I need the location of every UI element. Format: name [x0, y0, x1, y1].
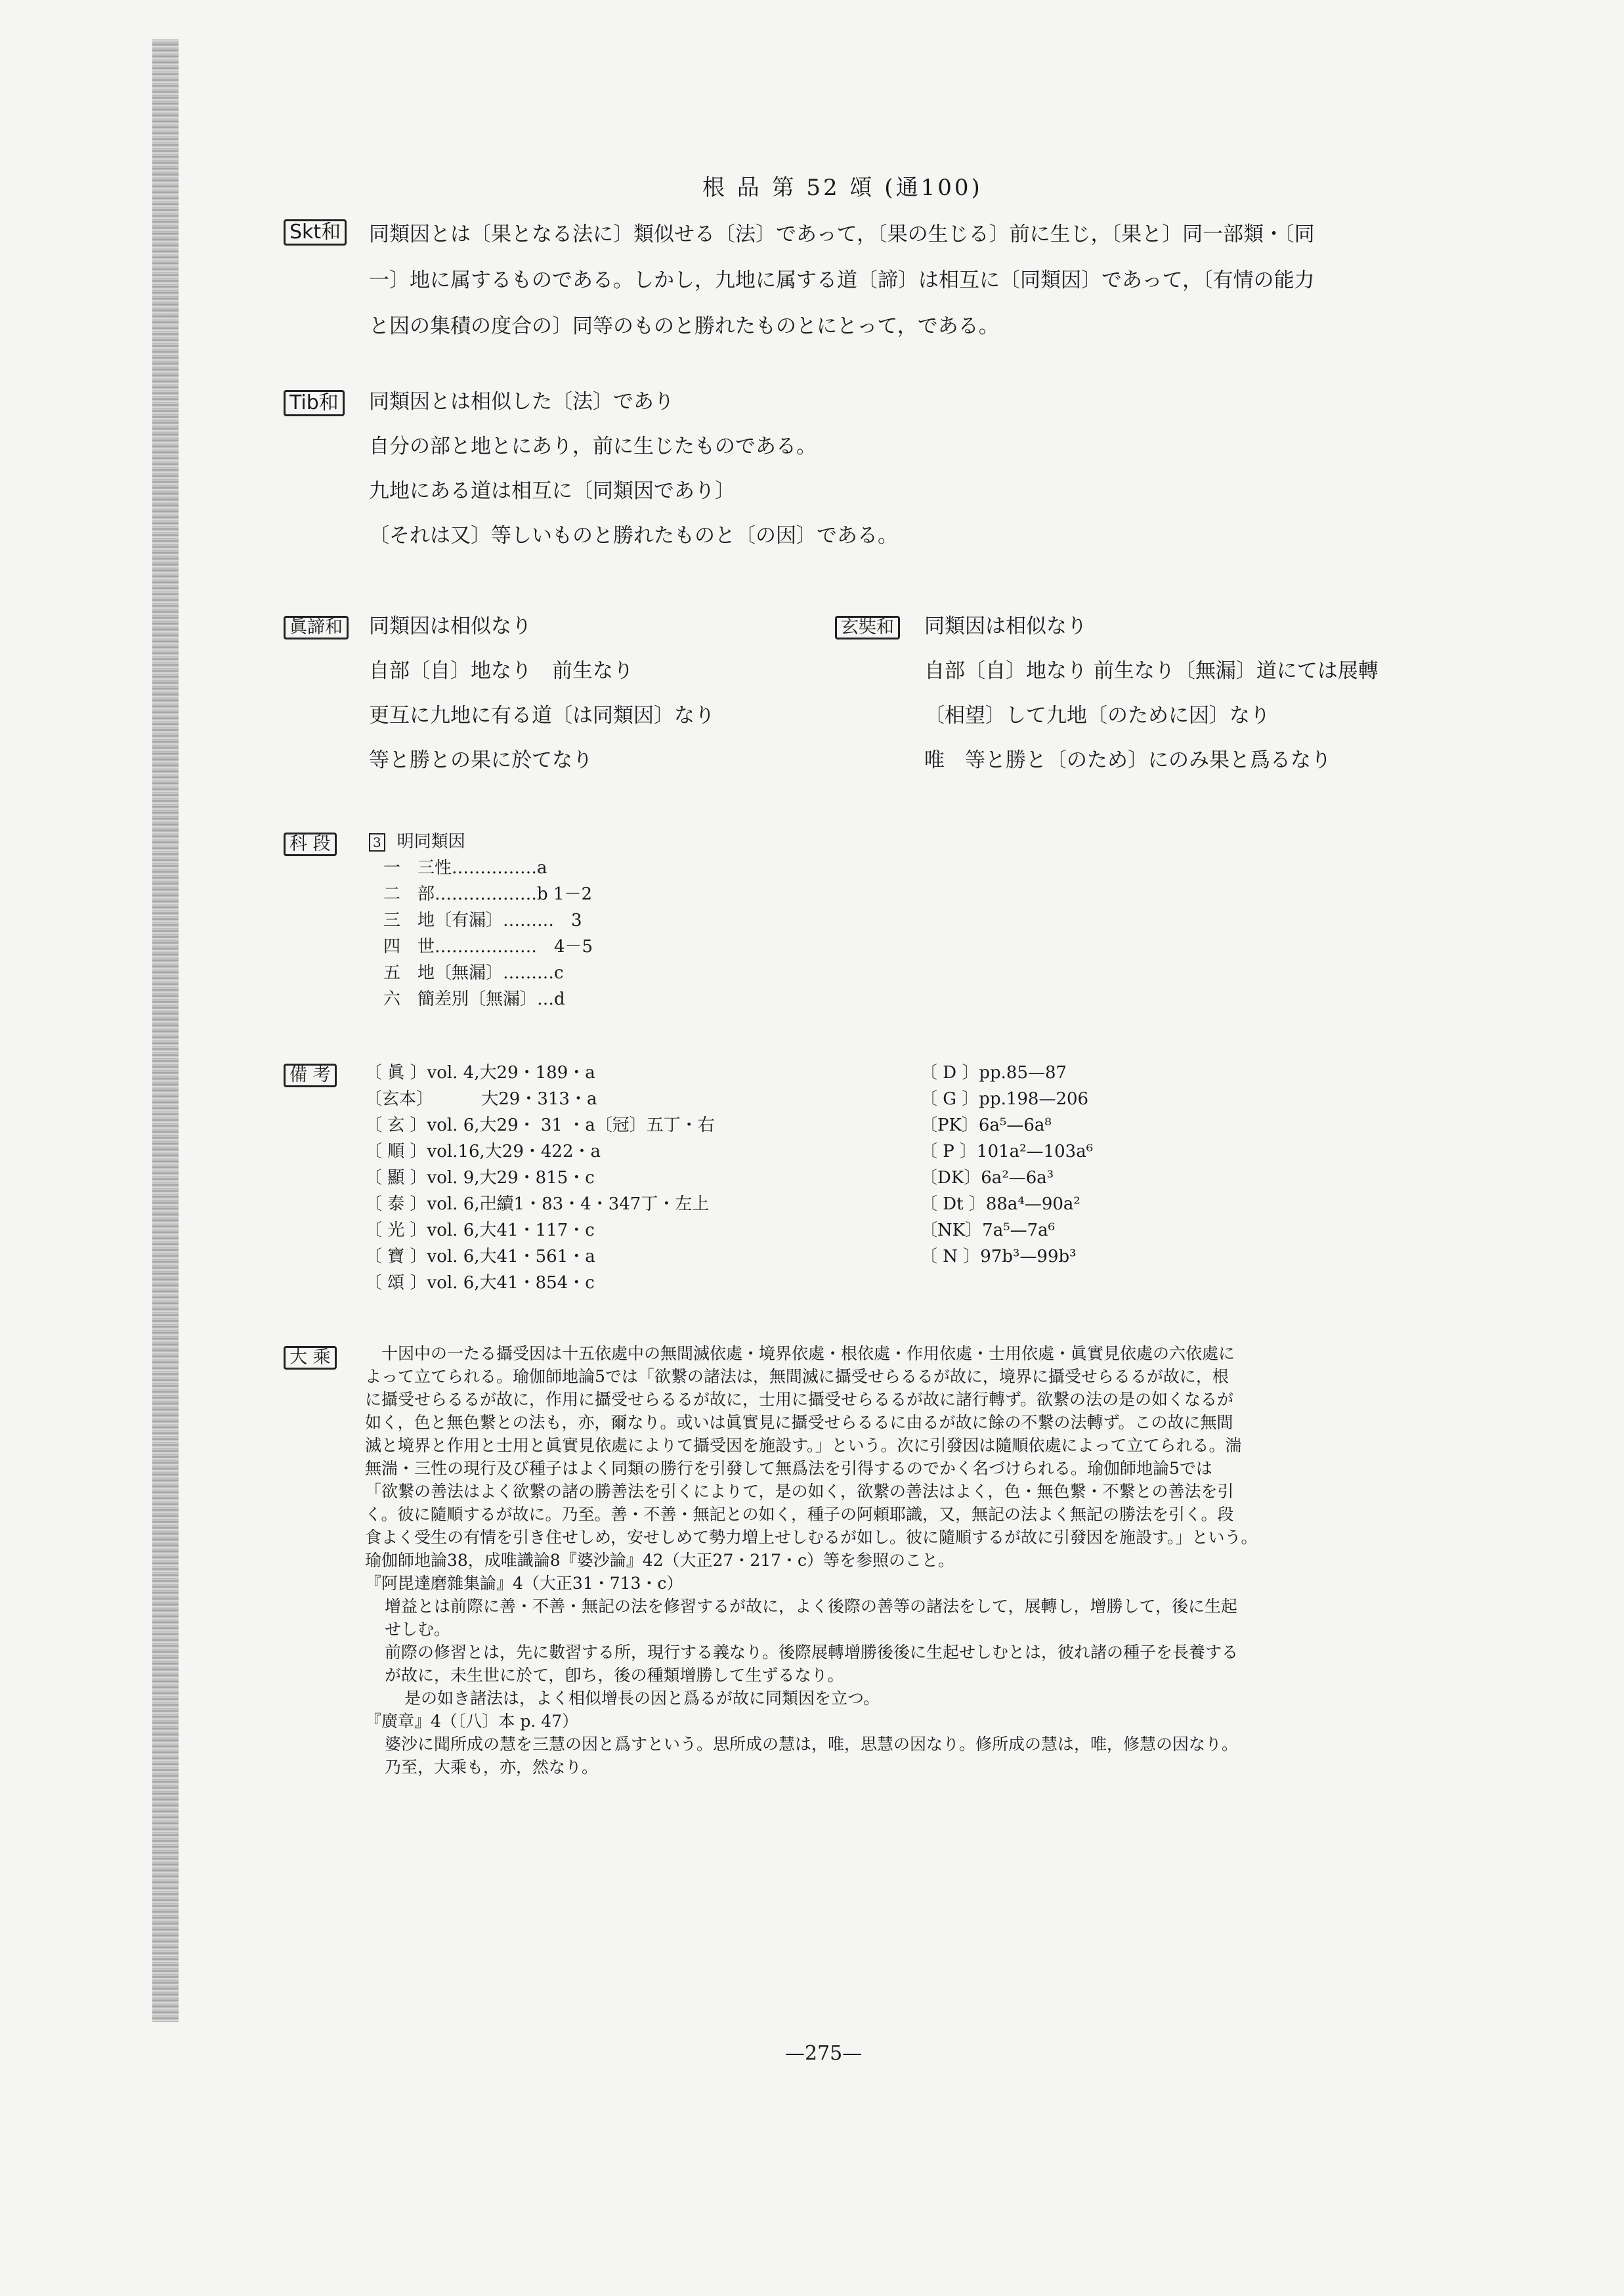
skt-tag: Skt和 — [284, 219, 347, 246]
tib-text — [369, 379, 898, 558]
taijo-sub-line: が故に，未生世に於て，卽ち，後の種類增勝して生ずるなり。 — [385, 1666, 844, 1685]
biko-ref: 〔 顯 〕vol. 9,大29・815・c — [365, 1168, 595, 1188]
biko-right-refs — [920, 1060, 1093, 1270]
taijo-sub-line: せしむ。 — [385, 1620, 451, 1639]
kadan-item: 一 三性……………a — [383, 858, 547, 878]
shindai-line: 等と勝との果に於てなり — [369, 748, 593, 772]
taijo-line: 十因中の一たる攝受因は十五依處中の無間滅依處・境界依處・根依處・作用依處・士用依處・眞實見依處の六依處に — [365, 1344, 1235, 1363]
genjo-text — [924, 604, 1378, 783]
genjo-tag: 玄奘和 — [835, 616, 900, 639]
shindai-line: 更互に九地に有る道〔は同類因〕なり — [369, 704, 715, 727]
taijo-line: 「欲繋の善法はよく欲繋の諸の勝善法を引くによりて，是の如く，欲繋の善法はよく，色・無色繋・不繋との善法を引 — [365, 1482, 1234, 1501]
taijo-line: く。彼に隨順するが故に。乃至。善・不善・無記との如く，種子の阿頼耶識，又，無記の法よく無記の勝法を引く。段 — [365, 1505, 1234, 1524]
kadan-item: 六 簡差別〔無漏〕…d — [383, 989, 565, 1009]
biko-ref: 〔 玄 〕vol. 6,大29・ 31 ・a〔冠〕五丁・右 — [365, 1116, 715, 1135]
page-header: 根 品 第 52 頌 (通100) — [702, 175, 983, 201]
genjo-line: 同類因は相似なり — [924, 615, 1087, 638]
tib-line: 同類因とは相似した〔法〕であり — [369, 390, 674, 414]
skt-line: 同類因とは〔果となる法に〕類似せる〔法〕であって，〔果の生じる〕前に生じ，〔果と〕同一部類・〔同 — [369, 223, 1315, 246]
taijo-line: 如く，色と無色繋との法も，亦，爾なり。或いは眞實見に攝受せらるるに由るが故に餘の不繋の法轉ず。この故に無間 — [365, 1413, 1233, 1432]
shindai-line: 自部〔自〕地なり 前生なり — [369, 659, 633, 683]
skt-line: と因の集積の度合の〕同等のものと勝れたものとにとって，である。 — [369, 314, 999, 338]
biko-ref: 〔 N 〕97b³—99b³ — [920, 1247, 1077, 1267]
biko-ref: 〔 順 〕vol.16,大29・422・a — [365, 1142, 601, 1161]
biko-left-refs — [365, 1060, 715, 1296]
shindai-tag: 眞諦和 — [284, 616, 349, 639]
taijo-sub-line: 前際の修習とは，先に數習する所，現行する義なり。後際展轉增勝後後に生起せしむとは，彼れ諸の種子を長養する — [385, 1643, 1239, 1662]
biko-tag: 備 考 — [284, 1064, 337, 1087]
taijo-line: 滅と境界と作用と士用と眞實見依處によりて攝受因を施設す。」という。次に引發因は隨順依處によって立てられる。湍 — [365, 1436, 1242, 1455]
biko-ref: 〔DK〕6a²—6a³ — [920, 1168, 1054, 1188]
genjo-line: 自部〔自〕地なり 前生なり〔無漏〕道にては展轉 — [924, 659, 1378, 683]
biko-ref: 〔 頌 〕vol. 6,大41・854・c — [365, 1273, 595, 1293]
tib-line: 〔それは又〕等しいものと勝れたものと〔の因〕である。 — [369, 524, 898, 548]
taijo-sub-line: 婆沙に聞所成の慧を三慧の因と爲すという。思所成の慧は，唯，思慧の因なり。修所成の慧は，唯，修慧の因なり。 — [385, 1735, 1239, 1754]
shindai-line: 同類因は相似なり — [369, 615, 532, 638]
taijo-sub-line: 『廣章』4（〔八〕本 p. 47） — [365, 1712, 579, 1731]
biko-ref: 〔 D 〕pp.85—87 — [920, 1063, 1067, 1083]
taijo-line: 瑜伽師地論38，成唯識論8『婆沙論』42（大正27・217・c）等を参照のこと。 — [365, 1551, 955, 1570]
biko-ref: 〔 眞 〕vol. 4,大29・189・a — [365, 1063, 595, 1083]
skt-line: 一〕地に属するものである。しかし，九地に属する道〔諦〕は相互に〔同類因〕であって，〔有情の能力 — [369, 269, 1315, 292]
kadan-number-box: 3 — [369, 833, 385, 852]
taijo-sub-line: 『阿毘達磨雜集論』4（大正31・713・c） — [365, 1574, 683, 1593]
kadan-item: 二 部………………b 1－2 — [383, 884, 592, 904]
taijo-line: 食よく受生の有情を引き住せしめ，安せしめて勢力増上せしむるが如し。彼に隨順するが故に引發因を施設す。」という。 — [365, 1528, 1258, 1547]
kadan-list — [383, 855, 593, 1012]
biko-ref: 〔 P 〕101a²—103a⁶ — [920, 1142, 1094, 1161]
taijo-sub-line: 乃至，大乘も，亦，然なり。 — [385, 1758, 599, 1777]
kadan-item: 五 地〔無漏〕………c — [383, 963, 564, 983]
shindai-text — [369, 604, 715, 783]
taijo-line: 無湍・三性の現行及び種子はよく同類の勝行を引發して無爲法を引得するのでかく名づけられる。瑜伽師地論5では — [365, 1459, 1212, 1478]
page-number: —275— — [785, 2042, 863, 2065]
genjo-line: 唯 等と勝と〔のため〕にのみ果と爲るなり — [924, 748, 1331, 772]
kadan-item: 四 世……………… 4－5 — [383, 937, 593, 957]
kadan-heading — [369, 829, 465, 855]
kadan-tag: 科 段 — [284, 833, 337, 856]
biko-ref: 〔 G 〕pp.198—206 — [920, 1089, 1089, 1109]
taijo-line: よって立てられる。瑜伽師地論5では「欲繋の諸法は，無間滅に攝受せらるるが故に，境界に攝受せらるるが故に，根 — [365, 1367, 1229, 1386]
kadan-title: 明同類因 — [396, 832, 465, 852]
skt-text — [369, 211, 1315, 349]
taijo-text — [365, 1342, 1258, 1779]
scan-edge-shadow — [152, 39, 179, 2022]
genjo-line: 〔相望〕して九地〔のために因〕なり — [924, 704, 1270, 727]
biko-ref: 〔 Dt 〕88a⁴—90a² — [920, 1194, 1080, 1214]
taijo-sub-line: 增益とは前際に善・不善・無記の法を修習するが故に，よく後際の善等の諸法をして，展轉し，增勝して，後に生起 — [385, 1597, 1238, 1616]
biko-ref: 〔 光 〕vol. 6,大41・117・c — [365, 1221, 595, 1240]
tib-tag: Tib和 — [284, 390, 345, 416]
tib-line: 九地にある道は相互に〔同類因であり〕 — [369, 479, 735, 503]
biko-ref: 〔 寶 〕vol. 6,大41・561・a — [365, 1247, 595, 1267]
taijo-tag: 大 乘 — [284, 1346, 337, 1370]
kadan-item: 三 地〔有漏〕……… 3 — [383, 911, 582, 930]
biko-ref: 〔 泰 〕vol. 6,卍續1・83・4・347丁・左上 — [365, 1194, 710, 1214]
tib-line: 自分の部と地とにあり，前に生じたものである。 — [369, 435, 817, 458]
taijo-sub-line: 是の如き諸法は，よく相似增長の因と爲るが故に同類因を立つ。 — [404, 1689, 880, 1708]
biko-ref: 〔NK〕7a⁵—7a⁶ — [920, 1221, 1056, 1240]
biko-ref: 〔玄本〕 大29・313・a — [365, 1089, 597, 1109]
biko-ref: 〔PK〕6a⁵—6a⁸ — [920, 1116, 1052, 1135]
taijo-line: に攝受せらるるが故に，作用に攝受せらるるが故に，士用に攝受せらるるが故に諸行轉ず。欲繋の法の是の如くなるが — [365, 1390, 1234, 1409]
